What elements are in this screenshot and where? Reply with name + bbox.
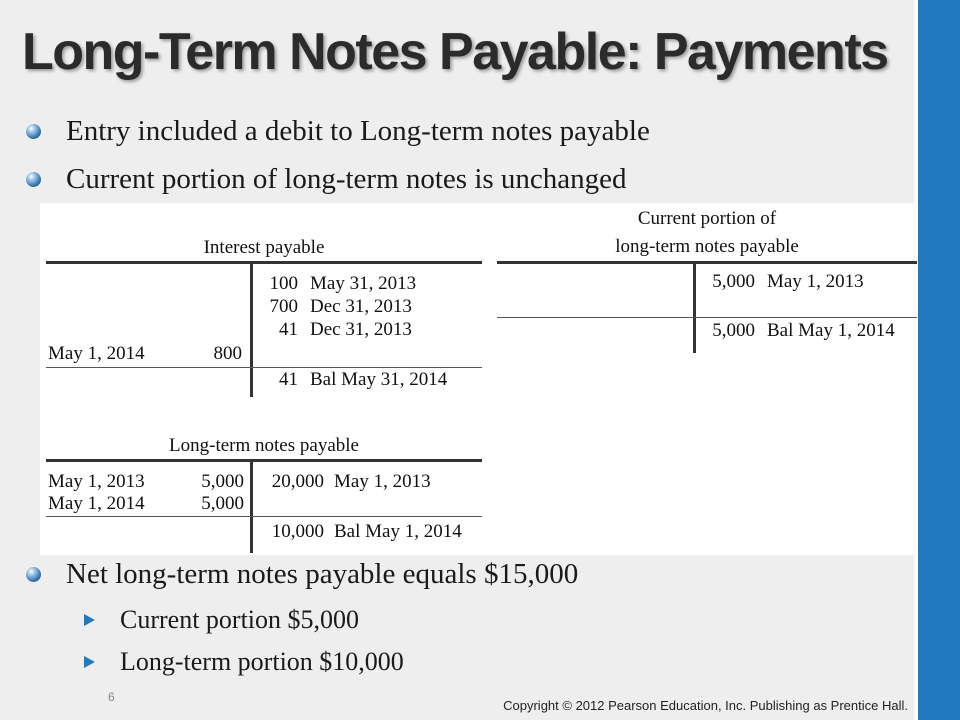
balance-date: Bal May 31, 2014 [310, 369, 448, 390]
t-account-divider [250, 261, 253, 397]
balance-date: Bal May 1, 2014 [767, 320, 895, 341]
credit-date: May 1, 2013 [334, 471, 431, 492]
t-account-divider [250, 459, 253, 553]
slide-title: Long-Term Notes Payable: Payments [22, 23, 888, 81]
balance-date: Bal May 1, 2014 [334, 521, 462, 542]
t-account-divider [693, 261, 696, 353]
credit-date: May 31, 2013 [310, 273, 417, 294]
credit-date: Dec 31, 2013 [310, 319, 412, 340]
bullet-orb-icon [26, 567, 41, 582]
balance-rule [46, 367, 482, 368]
account-title-line1: Current portion of [637, 208, 777, 229]
credit-date: May 1, 2013 [767, 271, 864, 292]
page-number: 6 [108, 690, 115, 704]
balance-amount: 41 [279, 369, 298, 390]
account-title-line2: long-term notes payable [615, 236, 799, 257]
debit-amount: 5,000 [201, 493, 244, 514]
balance-amount: 5,000 [712, 320, 755, 341]
credit-amount: 41 [279, 319, 298, 340]
balance-rule [46, 516, 482, 517]
debit-amount: 5,000 [201, 471, 244, 492]
credit-amount: 20,000 [271, 471, 324, 492]
balance-amount: 10,000 [271, 521, 324, 542]
triangle-arrow-icon [84, 656, 95, 668]
debit-amount: 800 [213, 343, 242, 364]
t-account-top-line [46, 261, 482, 264]
debit-date: May 1, 2014 [48, 343, 145, 364]
t-accounts-figure [40, 203, 917, 555]
bullet-text: Net long-term notes payable equals $15,000 [66, 558, 579, 590]
t-account-top-line [497, 261, 917, 264]
credit-date: Dec 31, 2013 [310, 296, 412, 317]
credit-amount: 700 [269, 296, 298, 317]
debit-date: May 1, 2013 [48, 471, 145, 492]
bullet-orb-icon [26, 124, 41, 139]
account-title: Interest payable [203, 237, 325, 258]
bullet-text: Current portion of long-term notes is unchanged [66, 163, 627, 195]
copyright-footer: Copyright © 2012 Pearson Education, Inc. Publishing as Prentice Hall. [503, 698, 908, 713]
account-title: Long-term notes payable [169, 435, 359, 456]
bullet-text: Entry included a debit to Long-term notes payable [66, 115, 650, 147]
sub-bullet-text: Current portion $5,000 [120, 605, 360, 634]
triangle-arrow-icon [84, 614, 95, 626]
credit-amount: 100 [269, 273, 298, 294]
right-accent-bar [918, 0, 960, 720]
balance-rule [497, 317, 917, 318]
bullet-orb-icon [26, 172, 41, 187]
t-account-top-line [46, 459, 482, 462]
sub-bullet-text: Long-term portion $10,000 [120, 647, 404, 676]
debit-date: May 1, 2014 [48, 493, 145, 514]
credit-amount: 5,000 [712, 271, 755, 292]
